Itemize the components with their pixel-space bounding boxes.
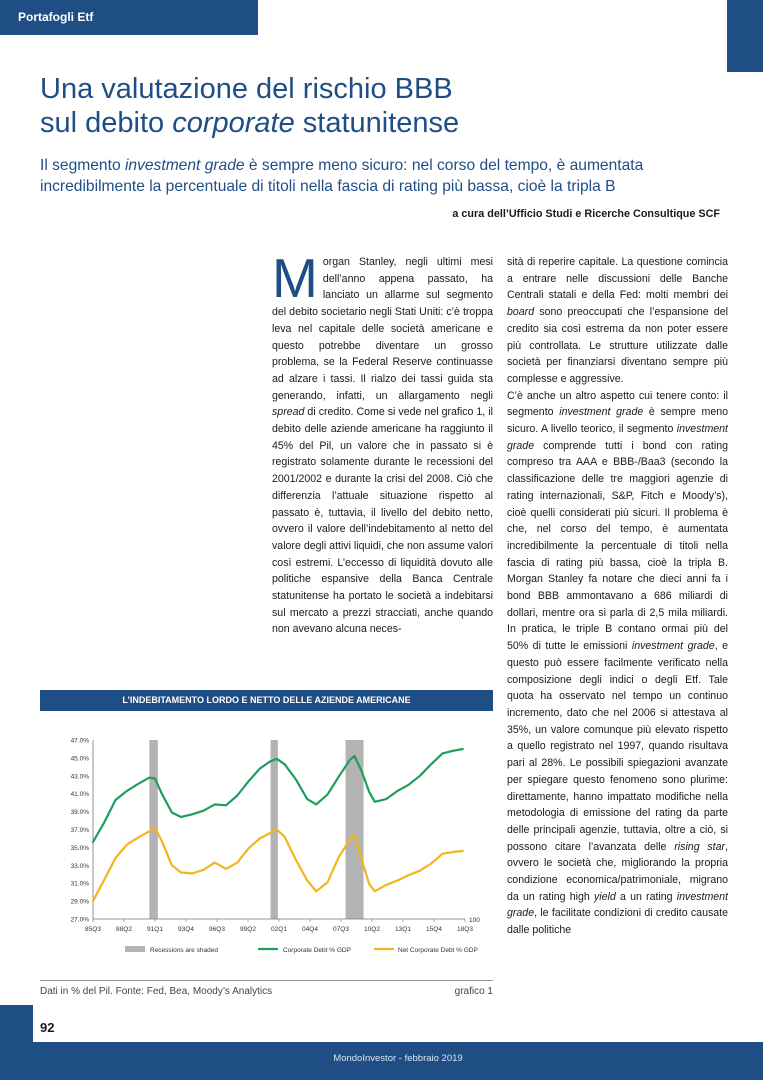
text-run: C’è anche un altro aspetto cui tenere conto: il segmento [507,389,728,419]
title-line-2-start: sul debito [40,107,173,139]
paragraph [507,388,728,939]
y-tick-label: 43.0% [70,773,89,781]
text-run: di credito. Come si vede nel grafico 1, il debito delle aziende americane ha raggiunto il 45% del Pil, un valore che in passato si è registrato solamente durante le recessioni del 2001/2002 e durante la crisi del 2008. Ciò che differenzia l’attuale situazione rispetto al passato è, tuttavia, il livello del debito netto, ovvero il valore dell’indebitamento al netto del valore degli attivi liquidi, che non assume valori così estremi. L’eccesso di liquidità dovuto alle politiche espansive della Banca Centrale statunitense ha portato le società a indebitarsi sul mercato a prezzi stracciati, anche quando non avevano alcuna neces- [272,406,493,636]
recession-band [346,740,364,919]
text-italic: board [507,306,535,319]
section-label: Portafogli Etf [0,0,258,35]
y-tick-label: 37.0% [70,827,89,834]
chart-reference: grafico 1 [454,986,493,997]
x-tick-label: 13Q1 [395,926,411,933]
line-chart [40,711,493,978]
x-tick-label: 10Q2 [364,926,380,933]
x-tick-label: 85Q3 [85,926,101,933]
x-tick-label: 02Q1 [271,926,287,933]
x-tick-label: 04Q4 [302,926,318,933]
text-run: , e questo può essere facilmente verificato nella composizione degli indici o degli Etf. Tale quota ha osservato nel tempo un continuo incremento, dato che nel 2006 si attestava al 35%, un valore comunque più elevato rispetto a quello registrato nel 1997, quando risultava pari al 28%. Le possibili spiegazioni avanzate per spiegare questo fenomeno sono plurime: direttamente, hanno impattato modifiche nella metodologia di emissione del rating da parte delle principali agenzie, tuttavia, oltre a ciò, si possono citare l’avanzata delle [507,640,728,853]
article-subtitle [40,155,740,197]
text-italic: investment grade [631,640,715,653]
text-run: , le facilitate condizioni di credito causate dalle politiche [507,907,728,937]
y-tick-label: 41.0% [70,791,89,799]
right-axis-label: 100 [469,917,480,924]
text-italic: investment grade [559,406,644,419]
x-tick-label: 88Q2 [116,926,132,933]
title-line-2-end: statunitense [294,107,460,139]
chart-title: L’INDEBITAMENTO LORDO E NETTO DELLE AZIENDE AMERICANE [40,690,493,711]
y-tick-label: 33.0% [70,862,89,870]
text-run: è sempre meno sicuro. A livello teorico, il segmento [507,406,728,436]
x-tick-label: 99Q2 [240,926,256,933]
x-tick-label: 15Q4 [426,926,442,933]
y-tick-label: 45.0% [70,755,89,763]
body-column-2 [507,254,728,1034]
chart-divider [40,980,493,981]
paragraph [272,254,493,638]
text-italic: investment grade [507,423,728,452]
y-tick-label: 27.0% [70,916,89,924]
text-italic: spread [272,406,305,419]
subtitle-end: è sempre meno sicuro: nel corso del tempo, è aumentata incredibilmente la percentuale di titoli nella fascia di rating più bassa, cioè la tripla B [40,157,644,195]
text-run: comprende tutti i bond con rating compreso tra AAA e BBB-/Baa3 (secondo la classificazione delle tre maggiori agenzie di rating internazionali, S&P, Fitch e Moody’s), cioè quelli considerati più sicuri. Il problema è che, nel corso del tempo, è aumentata incredibilmente la percentuale di titoli nella fascia di rating più bassa, cioè la tripla B. Morgan Stanley fa notare che dieci anni fa i bond BBB ammontavano a 686 miliardi di dollari, mentre ora si parla di 2,5 mila miliardi. In pratica, le triple B contano ormai più del 50% di tutte le emissioni [507,439,728,653]
footer-bar: MondoInvestor - febbraio 2019 [33,1042,763,1080]
legend-label: Recessions are shaded [150,947,218,954]
drop-cap: M [272,254,318,309]
paragraph [507,254,728,388]
x-tick-label: 07Q3 [333,926,349,933]
y-tick-label: 47.0% [70,737,89,745]
x-tick-label: 96Q3 [209,926,225,933]
x-tick-label: 93Q4 [178,926,194,933]
page-number-block [0,1005,33,1080]
legend-swatch-recession [125,946,145,952]
subtitle-italic: investment grade [124,157,245,174]
text-run: sono preoccupati che l’espansione del credito sia così estrema da non poter essere più controllata. Le strutture utilizzate dalle società per finanziarsi diventano sempre più complesse e aggressive. [507,306,728,385]
title-line-1: Una valutazione del rischio BBB [40,73,453,105]
y-tick-label: 29.0% [70,898,89,906]
legend-label: Net Corporate Debt % GDP [398,947,478,954]
text-italic: rising star [674,840,726,853]
author-byline: a cura dell’Ufficio Studi e Ricerche Consultique SCF [452,208,720,220]
chart-container [40,711,493,978]
text-italic: yield [593,890,616,903]
body-column-1 [272,254,493,684]
chart-source: Dati in % del Pil. Fonte: Fed, Bea, Moody’s Analytics [40,986,273,997]
y-tick-label: 35.0% [70,844,89,852]
text-italic: investment grade [507,890,728,920]
text-run: organ Stanley, negli ultimi mesi dell’anno appena passato, ha lanciato un allarme sul segmento del debito societario negli Stati Uniti: c’è troppa leva nel capitale delle società americane e questo potrebbe diventare un grosso problema, se la Federal Reserve continuasse ad alzare i tassi. Il rialzo dei tassi guida sta generando, infatti, un allargamento negli [272,256,493,402]
text-run: sità di reperire capitale. La questione comincia a entrare nelle discussioni delle Banche Centrali statali e della Fed: molti membri dei [507,256,728,302]
y-tick-label: 31.0% [70,880,89,888]
text-run: a un rating [615,890,677,903]
article-title [40,72,720,140]
corner-decoration [727,0,763,72]
legend-label: Corporate Debt % GDP [283,947,351,954]
title-italic-word: corporate [172,107,295,139]
subtitle-start: Il segmento [40,157,125,174]
x-tick-label: 91Q1 [147,926,163,933]
y-tick-label: 39.0% [70,809,89,817]
page-number: 92 [40,1020,55,1035]
text-run: , ovvero le società che, migliorando la propria condizione economica/patrimoniale, migrano da un rating high [507,840,728,903]
x-tick-label: 18Q3 [457,926,473,933]
